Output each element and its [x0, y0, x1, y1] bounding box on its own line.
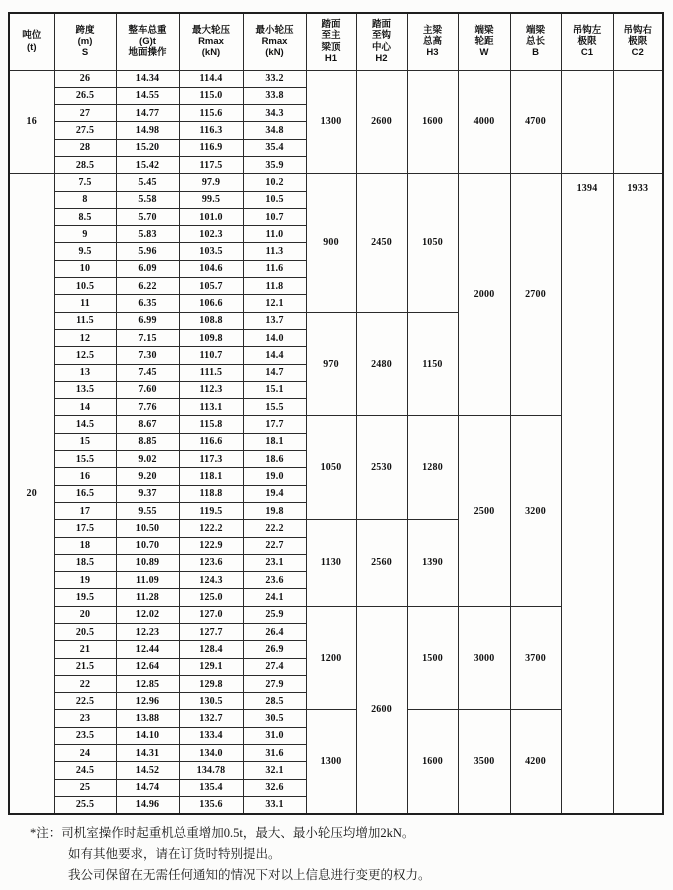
rmax-cell: 105.7 — [179, 278, 243, 295]
rmin-cell: 22.7 — [243, 537, 306, 554]
rmin-cell: 26.9 — [243, 641, 306, 658]
h3-cell: 1600 — [407, 70, 458, 174]
span-cell: 19 — [54, 572, 116, 589]
rmax-cell: 102.3 — [179, 226, 243, 243]
weight-cell: 9.55 — [116, 502, 179, 519]
rmin-cell: 27.4 — [243, 658, 306, 675]
rmin-cell: 10.7 — [243, 208, 306, 225]
h1-cell: 1300 — [306, 710, 356, 814]
table-header — [9, 13, 663, 70]
rmax-cell: 108.8 — [179, 312, 243, 329]
header-span: 跨度 (m) S — [54, 13, 116, 70]
rmin-cell: 17.7 — [243, 416, 306, 433]
rmax-cell: 99.5 — [179, 191, 243, 208]
rmin-cell: 35.4 — [243, 139, 306, 156]
rmin-cell: 33.8 — [243, 87, 306, 104]
weight-cell: 5.58 — [116, 191, 179, 208]
rmin-cell: 14.0 — [243, 329, 306, 346]
h2-cell: 2480 — [356, 312, 407, 416]
rmax-cell: 115.0 — [179, 87, 243, 104]
h3-cell: 1500 — [407, 606, 458, 710]
h2-cell: 2600 — [356, 70, 407, 174]
header-b: 端梁 总长 B — [510, 13, 561, 70]
note-line: 我公司保留在无需任何通知的情况下对以上信息进行变更的权力。 — [68, 868, 431, 882]
weight-cell: 7.76 — [116, 399, 179, 416]
weight-cell: 14.98 — [116, 122, 179, 139]
c2-cell — [613, 70, 663, 174]
rmin-cell: 26.4 — [243, 624, 306, 641]
span-cell: 12.5 — [54, 347, 116, 364]
rmin-cell: 12.1 — [243, 295, 306, 312]
rmax-cell: 127.0 — [179, 606, 243, 623]
weight-cell: 12.64 — [116, 658, 179, 675]
rmax-cell: 118.1 — [179, 468, 243, 485]
w-cell: 3500 — [458, 710, 510, 814]
rmin-cell: 11.3 — [243, 243, 306, 260]
h1-cell: 900 — [306, 174, 356, 312]
rmin-cell: 10.2 — [243, 174, 306, 191]
span-cell: 24 — [54, 745, 116, 762]
header-h1: 踏面 至主 梁顶 H1 — [306, 13, 356, 70]
rmax-cell: 97.9 — [179, 174, 243, 191]
weight-cell: 14.52 — [116, 762, 179, 779]
rmin-cell: 11.6 — [243, 260, 306, 277]
weight-cell: 15.20 — [116, 139, 179, 156]
rmin-cell: 28.5 — [243, 693, 306, 710]
span-cell: 15.5 — [54, 451, 116, 468]
span-cell: 16.5 — [54, 485, 116, 502]
header-c1: 吊钩左 极限 C1 — [561, 13, 613, 70]
tonnage-cell: 16 — [9, 70, 54, 174]
span-cell: 8 — [54, 191, 116, 208]
rmax-cell: 135.4 — [179, 779, 243, 796]
b-cell: 4200 — [510, 710, 561, 814]
span-cell: 24.5 — [54, 762, 116, 779]
span-cell: 22.5 — [54, 693, 116, 710]
span-cell: 11 — [54, 295, 116, 312]
weight-cell: 14.31 — [116, 745, 179, 762]
rmax-cell: 112.3 — [179, 381, 243, 398]
rmin-cell: 34.8 — [243, 122, 306, 139]
rmax-cell: 115.6 — [179, 105, 243, 122]
span-cell: 23 — [54, 710, 116, 727]
h3-cell: 1280 — [407, 416, 458, 520]
weight-cell: 14.96 — [116, 796, 179, 813]
weight-cell: 7.45 — [116, 364, 179, 381]
rmax-cell: 118.8 — [179, 485, 243, 502]
weight-cell: 12.23 — [116, 624, 179, 641]
rmax-cell: 114.4 — [179, 70, 243, 87]
span-cell: 9 — [54, 226, 116, 243]
rmax-cell: 111.5 — [179, 364, 243, 381]
span-cell: 28.5 — [54, 156, 116, 173]
rmax-cell: 115.8 — [179, 416, 243, 433]
rmax-cell: 122.2 — [179, 520, 243, 537]
rmax-cell: 134.0 — [179, 745, 243, 762]
span-cell: 22 — [54, 675, 116, 692]
weight-cell: 9.02 — [116, 451, 179, 468]
rmax-cell: 127.7 — [179, 624, 243, 641]
span-cell: 7.5 — [54, 174, 116, 191]
rmin-cell: 19.4 — [243, 485, 306, 502]
tonnage-cell: 20 — [9, 174, 54, 814]
weight-cell: 9.37 — [116, 485, 179, 502]
span-cell: 27 — [54, 105, 116, 122]
table-body — [9, 70, 663, 814]
span-cell: 21.5 — [54, 658, 116, 675]
span-cell: 13 — [54, 364, 116, 381]
span-cell: 28 — [54, 139, 116, 156]
header-h2: 踏面 至钩 中心 H2 — [356, 13, 407, 70]
weight-cell: 7.30 — [116, 347, 179, 364]
span-cell: 11.5 — [54, 312, 116, 329]
rmax-cell: 124.3 — [179, 572, 243, 589]
rmax-cell: 113.1 — [179, 399, 243, 416]
h2-cell: 2560 — [356, 520, 407, 606]
weight-cell: 12.44 — [116, 641, 179, 658]
rmin-cell: 13.7 — [243, 312, 306, 329]
header-tonnage: 吨位 (t) — [9, 13, 54, 70]
span-cell: 13.5 — [54, 381, 116, 398]
rmin-cell: 22.2 — [243, 520, 306, 537]
span-cell: 27.5 — [54, 122, 116, 139]
rmin-cell: 11.0 — [243, 226, 306, 243]
span-cell: 17.5 — [54, 520, 116, 537]
weight-cell: 15.42 — [116, 156, 179, 173]
weight-cell: 6.99 — [116, 312, 179, 329]
header-h3: 主梁 总高 H3 — [407, 13, 458, 70]
rmin-cell: 32.1 — [243, 762, 306, 779]
h1-cell: 970 — [306, 312, 356, 416]
span-cell: 18 — [54, 537, 116, 554]
span-cell: 21 — [54, 641, 116, 658]
header-w: 端梁 轮距 W — [458, 13, 510, 70]
rmin-cell: 27.9 — [243, 675, 306, 692]
header-c2: 吊钩右 极限 C2 — [613, 13, 663, 70]
rmin-cell: 11.8 — [243, 278, 306, 295]
weight-cell: 11.09 — [116, 572, 179, 589]
h1-cell: 1130 — [306, 520, 356, 606]
weight-cell: 14.77 — [116, 105, 179, 122]
rmin-cell: 35.9 — [243, 156, 306, 173]
rmin-cell: 23.1 — [243, 554, 306, 571]
span-cell: 23.5 — [54, 727, 116, 744]
rmax-cell: 104.6 — [179, 260, 243, 277]
weight-cell: 14.74 — [116, 779, 179, 796]
rmin-cell: 10.5 — [243, 191, 306, 208]
b-cell: 2700 — [510, 174, 561, 416]
weight-cell: 5.70 — [116, 208, 179, 225]
span-cell: 14 — [54, 399, 116, 416]
note-line: *注：司机室操作时起重机总重增加0.5t，最大、最小轮压均增加2kN。 — [30, 826, 415, 840]
span-cell: 8.5 — [54, 208, 116, 225]
weight-cell: 5.83 — [116, 226, 179, 243]
span-cell: 25 — [54, 779, 116, 796]
weight-cell: 14.10 — [116, 727, 179, 744]
rmax-cell: 125.0 — [179, 589, 243, 606]
rmin-cell: 30.5 — [243, 710, 306, 727]
weight-cell: 7.15 — [116, 329, 179, 346]
weight-cell: 6.22 — [116, 278, 179, 295]
rmin-cell: 33.2 — [243, 70, 306, 87]
weight-cell: 12.02 — [116, 606, 179, 623]
rmin-cell: 15.1 — [243, 381, 306, 398]
b-cell: 3200 — [510, 416, 561, 606]
rmax-cell: 129.8 — [179, 675, 243, 692]
span-cell: 19.5 — [54, 589, 116, 606]
weight-cell: 12.85 — [116, 675, 179, 692]
footnotes — [30, 823, 660, 886]
weight-cell: 10.89 — [116, 554, 179, 571]
w-cell: 2500 — [458, 416, 510, 606]
weight-cell: 5.45 — [116, 174, 179, 191]
h2-cell: 2450 — [356, 174, 407, 312]
header-rmin: 最小轮压 Rmax (kN) — [243, 13, 306, 70]
rmax-cell: 117.5 — [179, 156, 243, 173]
rmin-cell: 14.7 — [243, 364, 306, 381]
note-line: 如有其他要求，请在订货时特别提出。 — [68, 847, 281, 861]
span-cell: 14.5 — [54, 416, 116, 433]
rmin-cell: 14.4 — [243, 347, 306, 364]
rmin-cell: 24.1 — [243, 589, 306, 606]
h3-cell: 1050 — [407, 174, 458, 312]
span-cell: 12 — [54, 329, 116, 346]
rmax-cell: 128.4 — [179, 641, 243, 658]
h2-cell: 2600 — [356, 606, 407, 814]
weight-cell: 14.55 — [116, 87, 179, 104]
rmin-cell: 25.9 — [243, 606, 306, 623]
span-cell: 20 — [54, 606, 116, 623]
span-cell: 17 — [54, 502, 116, 519]
rmin-cell: 19.0 — [243, 468, 306, 485]
weight-cell: 8.67 — [116, 416, 179, 433]
h1-cell: 1300 — [306, 70, 356, 174]
c1-cell: 1394 — [561, 174, 613, 814]
rmax-cell: 101.0 — [179, 208, 243, 225]
weight-cell: 10.70 — [116, 537, 179, 554]
h3-cell: 1600 — [407, 710, 458, 814]
rmin-cell: 15.5 — [243, 399, 306, 416]
w-cell: 2000 — [458, 174, 510, 416]
span-cell: 26.5 — [54, 87, 116, 104]
rmax-cell: 123.6 — [179, 554, 243, 571]
c1-cell — [561, 70, 613, 174]
b-cell: 3700 — [510, 606, 561, 710]
span-cell: 16 — [54, 468, 116, 485]
rmax-cell: 130.5 — [179, 693, 243, 710]
h3-cell: 1150 — [407, 312, 458, 416]
weight-cell: 7.60 — [116, 381, 179, 398]
rmin-cell: 18.1 — [243, 433, 306, 450]
rmin-cell: 18.6 — [243, 451, 306, 468]
weight-cell: 5.96 — [116, 243, 179, 260]
h1-cell: 1200 — [306, 606, 356, 710]
b-cell: 4700 — [510, 70, 561, 174]
rmax-cell: 134.78 — [179, 762, 243, 779]
rmax-cell: 117.3 — [179, 451, 243, 468]
header-rmax: 最大轮压 Rmax (kN) — [179, 13, 243, 70]
weight-cell: 6.35 — [116, 295, 179, 312]
rmax-cell: 109.8 — [179, 329, 243, 346]
rmax-cell: 106.6 — [179, 295, 243, 312]
rmin-cell: 31.6 — [243, 745, 306, 762]
rmax-cell: 122.9 — [179, 537, 243, 554]
header-weight: 整车总重 (G)t 地面操作 — [116, 13, 179, 70]
rmin-cell: 23.6 — [243, 572, 306, 589]
span-cell: 15 — [54, 433, 116, 450]
weight-cell: 13.88 — [116, 710, 179, 727]
rmax-cell: 133.4 — [179, 727, 243, 744]
rmin-cell: 32.6 — [243, 779, 306, 796]
rmax-cell: 116.9 — [179, 139, 243, 156]
h2-cell: 2530 — [356, 416, 407, 520]
span-cell: 25.5 — [54, 796, 116, 813]
rmax-cell: 132.7 — [179, 710, 243, 727]
rmax-cell: 129.1 — [179, 658, 243, 675]
spec-table — [8, 12, 664, 815]
weight-cell: 11.28 — [116, 589, 179, 606]
weight-cell: 9.20 — [116, 468, 179, 485]
weight-cell: 6.09 — [116, 260, 179, 277]
span-cell: 26 — [54, 70, 116, 87]
rmax-cell: 116.3 — [179, 122, 243, 139]
span-cell: 9.5 — [54, 243, 116, 260]
weight-cell: 14.34 — [116, 70, 179, 87]
rmin-cell: 19.8 — [243, 502, 306, 519]
span-cell: 10 — [54, 260, 116, 277]
rmin-cell: 33.1 — [243, 796, 306, 813]
h3-cell: 1390 — [407, 520, 458, 606]
rmin-cell: 31.0 — [243, 727, 306, 744]
weight-cell: 12.96 — [116, 693, 179, 710]
span-cell: 18.5 — [54, 554, 116, 571]
h1-cell: 1050 — [306, 416, 356, 520]
rmax-cell: 116.6 — [179, 433, 243, 450]
w-cell: 4000 — [458, 70, 510, 174]
span-cell: 20.5 — [54, 624, 116, 641]
c2-cell: 1933 — [613, 174, 663, 814]
rmax-cell: 119.5 — [179, 502, 243, 519]
weight-cell: 10.50 — [116, 520, 179, 537]
rmax-cell: 103.5 — [179, 243, 243, 260]
rmin-cell: 34.3 — [243, 105, 306, 122]
rmax-cell: 110.7 — [179, 347, 243, 364]
w-cell: 3000 — [458, 606, 510, 710]
weight-cell: 8.85 — [116, 433, 179, 450]
rmax-cell: 135.6 — [179, 796, 243, 813]
span-cell: 10.5 — [54, 278, 116, 295]
